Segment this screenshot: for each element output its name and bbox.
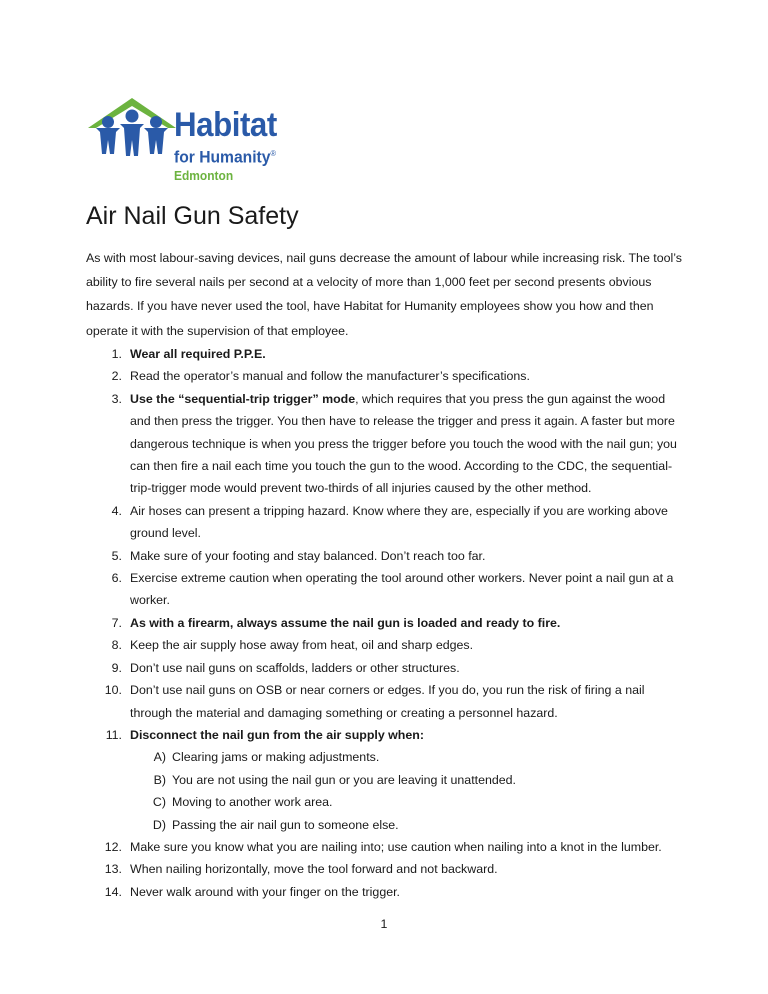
list-item: 11. Disconnect the nail gun from the air supply when: A) Clearing jams or making adjustments. B) You are not using the nail gun or you are leaving it unattended. C) Moving to another work area. D) Passing the air nail gun to someone else.: [86, 724, 686, 836]
sublist-item: C) Moving to another work area.: [152, 795, 333, 810]
sublist-item: B) You are not using the nail gun or you are leaving it unattended.: [153, 772, 516, 787]
sublist-item: A) Clearing jams or making adjustments.: [153, 750, 380, 765]
list-item: 2. Read the operator’s manual and follow the manufacturer’s specifications.: [111, 369, 530, 384]
intro-paragraph: As with most labour-saving devices, nail guns decrease the amount of labour while increasing risk. The tool’s ability to fire several nails per second at a velocity of more than 1,000 feet per second presents obvious hazards. If you have never used the tool, have Habitat for Humanity employees show you how and then operate it with the supervision of that employee.: [86, 251, 682, 338]
list-item: 7. As with a firearm, always assume the nail gun is loaded and ready to fire.: [111, 615, 561, 630]
list-item: 8. Keep the air supply hose away from heat, oil and sharp edges.: [111, 638, 474, 653]
logo-for-humanity-text: for Humanity®: [174, 147, 276, 167]
list-item: 1. Wear all required P.P.E.: [111, 347, 266, 361]
list-item: 10. Don’t use nail guns on OSB or near corners or edges. If you do, you run the risk of firing a nail through the material and damaging something or creating a personnel hazard.: [104, 683, 645, 720]
logo-edmonton-text: Edmonton: [174, 167, 234, 183]
list-item: 14. Never walk around with your finger on the trigger.: [104, 884, 400, 899]
list-item: 9. Don’t use nail guns on scaffolds, ladders or other structures.: [111, 660, 460, 675]
logo-habitat-text: Habitat: [174, 106, 277, 144]
list-item: 13. When nailing horizontally, move the tool forward and not backward.: [104, 862, 498, 877]
habitat-house-people-icon: [86, 94, 178, 164]
list-item: 5. Make sure of your footing and stay balanced. Don’t reach too far.: [111, 548, 486, 563]
disconnect-sublist: [130, 746, 686, 836]
list-item: 12. Make sure you know what you are nailing into; use caution when nailing into a knot in the lumber.: [104, 839, 662, 854]
page-number: 1: [380, 917, 388, 931]
document-title: Air Nail Gun Safety: [86, 202, 299, 230]
list-item: 4. Air hoses can present a tripping hazard. Know where they are, especially if you are working above ground level.: [111, 503, 668, 541]
safety-list: [86, 343, 686, 903]
list-item: 3. Use the “sequential-trip trigger” mode, which requires that you press the gun against the wood and then press the trigger. You then have to release the trigger and press it again. A faster but more dangerous technique is when you press the trigger before you touch the wood with the nail gun; you can then fire a nail each time you touch the gun to the wood. According to the CDC, the sequential-trip-trigger mode would prevent two-thirds of all injuries caused by the other method.: [111, 391, 677, 496]
habitat-logo: [86, 94, 296, 186]
sublist-item: D) Passing the air nail gun to someone else.: [152, 817, 399, 832]
list-item: 6. Exercise extreme caution when operating the tool around other workers. Never point a nail gun at a worker.: [111, 571, 674, 608]
